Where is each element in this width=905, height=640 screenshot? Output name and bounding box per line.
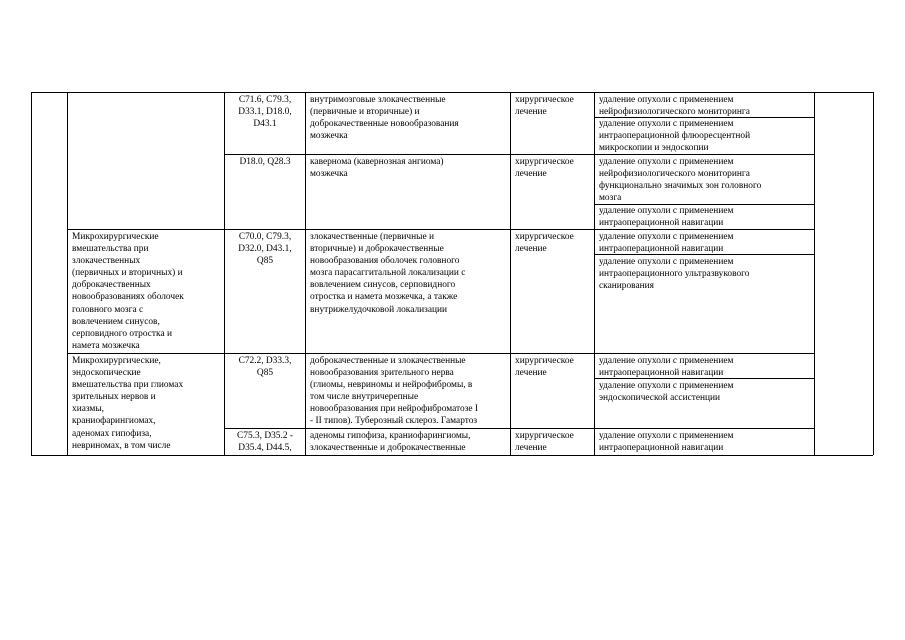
method-cell: удаление опухоли с применением интраоперационного ультразвукового сканирования bbox=[599, 257, 750, 292]
table-border-top bbox=[31, 92, 873, 93]
intervention-cell: Микрохирургические, эндоскопические вмешательства при глиомах зрительных нервов и хиазмы, краниофарингиомах, аденомах гипофиза, невриномах, в том числе bbox=[72, 356, 184, 451]
intervention-cell: Микрохирургические вмешательства при злокачественных (первичных и вторичных) и доброкачественных новообразованиях оболочек головного мозга с вовлечением синусов, серповидного отростка и намета мозжечка bbox=[72, 232, 184, 351]
diagnosis-cell: доброкачественные и злокачественные новообразования зрительного нерва (глиомы, невриномы и нейрофибромы, в том числе внутричерепные новообразования при нейрофиброматозе I - II типов). Туберозный склероз. Гамартоз bbox=[310, 356, 479, 427]
method-cell: удаление опухоли с применением эндоскопической ассистенции bbox=[599, 381, 734, 404]
codes-cell: C70.0, C79.3, D32.0, D43.1, Q85 bbox=[238, 232, 292, 267]
treatment-cell: хирургическое лечение bbox=[515, 356, 574, 379]
column-divider-1 bbox=[67, 92, 68, 455]
treatment-cell: хирургическое лечение bbox=[515, 157, 574, 180]
column-divider-4 bbox=[510, 92, 511, 455]
method-cell: удаление опухоли с применением интраоперационной навигации bbox=[599, 356, 734, 379]
table-border-bottom bbox=[31, 455, 873, 456]
diagnosis-cell: аденомы гипофиза, краниофарингиомы, злокачественные и доброкачественные bbox=[310, 431, 471, 454]
row-divider-e bbox=[224, 428, 814, 429]
column-divider-2 bbox=[224, 92, 225, 455]
method-cell: удаление опухоли с применением нейрофизиологического мониторинга функционально значимых зон головного мозга bbox=[599, 157, 762, 204]
diagnosis-cell: злокачественные (первичные и вторичные) и доброкачественные новообразования оболочек головного мозга парасаггитальной локализации с вовлечением синусов, серповидного отростка и намета мозжечка, а также внутрижелудочковой локализации bbox=[310, 232, 466, 315]
method-cell: удаление опухоли с применением интраоперационной навигации bbox=[599, 206, 734, 229]
table-border-right bbox=[873, 92, 874, 455]
treatment-cell: хирургическое лечение bbox=[515, 232, 574, 255]
codes-cell: C75.3, D35.2 - D35.4, D44.5, bbox=[237, 431, 293, 454]
method-cell: удаление опухоли с применением интраоперационной навигации bbox=[599, 431, 734, 454]
table-border-left bbox=[31, 92, 32, 455]
codes-cell: D18.0, Q28.3 bbox=[239, 157, 291, 167]
row-divider-d bbox=[67, 353, 814, 354]
method-cell: удаление опухоли с применением интраоперационной навигации bbox=[599, 232, 734, 255]
diagnosis-cell: внутримозговые злокачественные (первичные и вторичные) и доброкачественные новообразования мозжечка bbox=[310, 95, 459, 142]
codes-cell: C72.2, D33.3, Q85 bbox=[238, 356, 292, 379]
diagnosis-cell: кавернома (кавернозная ангиома) мозжечка bbox=[310, 157, 444, 180]
column-divider-3 bbox=[305, 92, 306, 455]
codes-cell: C71.6, C79.3, D33.1, D18.0, D43.1 bbox=[238, 95, 292, 130]
method-cell: удаление опухоли с применением нейрофизиологического мониторинга bbox=[599, 95, 750, 118]
treatment-cell: хирургическое лечение bbox=[515, 95, 574, 118]
method-cell: удаление опухоли с применением интраоперационной флюоресцентной микроскопии и эндоскопии bbox=[599, 119, 751, 154]
treatment-cell: хирургическое лечение bbox=[515, 431, 574, 454]
column-divider-6 bbox=[814, 92, 815, 455]
column-divider-5 bbox=[594, 92, 595, 455]
